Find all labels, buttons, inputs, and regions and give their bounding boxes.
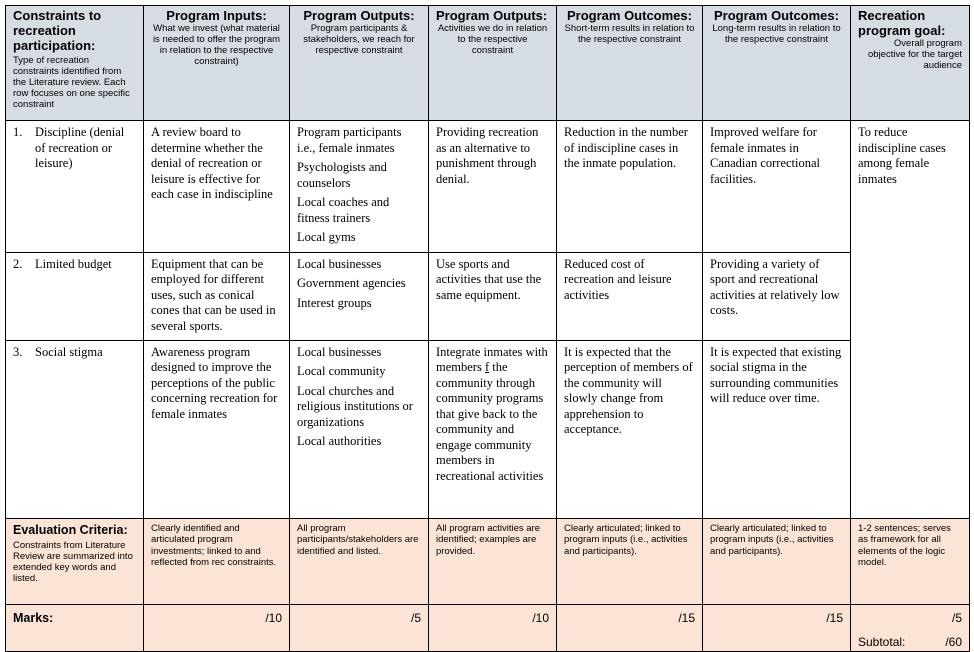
inputs-cell: Awareness program designed to improve the perceptions of the public concerning recreation for female inmates: [144, 340, 290, 518]
header-outputs-participants: [290, 6, 429, 121]
header-goal-sub: Overall program objective for the target audience: [868, 38, 962, 71]
constraint-cell: [6, 252, 144, 340]
row-number: 2.: [13, 256, 23, 271]
participant-item: Local community: [297, 364, 386, 378]
short-term-cell: Reduction in the number of indiscipline cases in the inmate population.: [557, 121, 703, 253]
marks-long-term: /15: [703, 604, 851, 651]
participants-cell: [290, 252, 429, 340]
header-outputs-activities: [429, 6, 557, 121]
participant-item: Interest groups: [297, 295, 372, 310]
subtotal-value: /60: [945, 634, 962, 649]
header-constraints-title: Constraints to recreation participation:: [13, 8, 102, 53]
header-row: [6, 6, 970, 121]
table-row: [6, 252, 970, 340]
long-term-cell: Improved welfare for female inmates in Canadian correctional facilities.: [703, 121, 851, 253]
evaluation-title: Evaluation Criteria:: [13, 522, 128, 537]
evaluation-goal: 1-2 sentences; serves as framework for all elements of the logic model.: [851, 518, 970, 604]
evaluation-row: [6, 518, 970, 604]
header-outcomes-short-sub: Short-term results in relation to the respective constraint: [564, 23, 695, 45]
row-number: 3.: [13, 344, 23, 359]
goal-cell: To reduce indiscipline cases among female inmates: [851, 121, 970, 519]
participant-item: Local businesses: [297, 344, 382, 359]
marks-participants: /5: [290, 604, 429, 651]
activities-cell: Use sports and activities that use the same equipment.: [429, 252, 557, 340]
header-outcomes-short-title: Program Outcomes:: [567, 8, 692, 23]
activities-text-start: Integrate inmates with members: [436, 344, 548, 374]
inputs-cell: A review board to determine whether the denial of recreation or leisure is effective for each case in indiscipline: [144, 121, 290, 253]
header-constraints: [6, 6, 144, 121]
row-number: 1.: [13, 125, 23, 139]
participant-item: Local gyms: [297, 230, 356, 244]
participants-cell: [290, 340, 429, 518]
evaluation-short-term: Clearly articulated; linked to program inputs (i.e., activities and participants).: [557, 518, 703, 604]
marks-activities: /10: [429, 604, 557, 651]
header-outputs-participants-sub: Program participants & stakeholders, we reach for respective constraint: [303, 23, 415, 56]
header-outputs-activities-sub: Activities we do in relation to the respective constraint: [437, 23, 548, 56]
evaluation-inputs: Clearly identified and articulated program investments; linked to and reflected from rec constraints.: [144, 518, 290, 604]
evaluation-long-term: Clearly articulated; linked to program inputs (i.e., activities and participants).: [703, 518, 851, 604]
header-outcomes-short: [557, 6, 703, 121]
participant-item: Government agencies: [297, 276, 406, 290]
activities-cell: [429, 340, 557, 518]
header-inputs-sub: What we invest (what material is needed to offer the program in relation to the respective constraint): [152, 23, 281, 67]
participant-item: Local churches and religious institutions or organizations: [297, 383, 413, 429]
evaluation-label-cell: [6, 518, 144, 604]
header-constraints-sub: Type of recreation constraints identified from the Literature review. Each row focuses on one specific constraint: [13, 55, 130, 110]
marks-row: [6, 604, 970, 651]
inputs-cell: Equipment that can be employed for different uses, such as conical cones that can be used in several sports.: [144, 252, 290, 340]
participant-item: Local businesses: [297, 256, 382, 271]
participant-item: Local authorities: [297, 434, 382, 448]
header-inputs: [144, 6, 290, 121]
participants-cell: [290, 121, 429, 253]
marks-label: Marks:: [6, 604, 144, 651]
header-outputs-activities-title: Program Outputs:: [436, 8, 548, 23]
constraint-cell: [6, 121, 144, 253]
constraint-text: Social stigma: [35, 344, 103, 359]
participant-item: Program participants i.e., female inmates: [297, 125, 402, 155]
header-outcomes-long-title: Program Outcomes:: [714, 8, 839, 23]
short-term-cell: It is expected that the perception of members of the community will slowly change from apprehension to acceptance.: [557, 340, 703, 518]
activities-cell: Providing recreation as an alternative to punishment through denial.: [429, 121, 557, 253]
activities-text-end: the community through community programs that give back to the community and engage community members in recreational activities: [436, 360, 544, 483]
header-inputs-title: Program Inputs:: [166, 8, 267, 23]
evaluation-participants: All program participants/stakeholders are identified and listed.: [290, 518, 429, 604]
table-row: [6, 340, 970, 518]
evaluation-activities: All program activities are identified; examples are provided.: [429, 518, 557, 604]
subtotal: [858, 635, 962, 649]
marks-goal-cell: [851, 604, 970, 651]
participant-item: Local coaches and fitness trainers: [297, 195, 390, 225]
activities-typo-mark: f: [484, 360, 490, 374]
short-term-cell: Reduced cost of recreation and leisure activities: [557, 252, 703, 340]
marks-short-term: /15: [557, 604, 703, 651]
participant-item: Psychologists and counselors: [297, 160, 387, 190]
header-outcomes-long: [703, 6, 851, 121]
constraint-cell: [6, 340, 144, 518]
constraint-text: Discipline (denial of recreation or leisure): [35, 125, 125, 170]
long-term-cell: It is expected that existing social stigma in the surrounding communities will reduce over time.: [703, 340, 851, 518]
logic-model-table: [5, 5, 970, 652]
header-outcomes-long-sub: Long-term results in relation to the respective constraint: [712, 23, 841, 45]
table-row: [6, 121, 970, 253]
logic-model-document: [5, 5, 970, 652]
long-term-cell: Providing a variety of sport and recreational activities at relatively low costs.: [703, 252, 851, 340]
constraint-text: Limited budget: [35, 256, 112, 271]
marks-inputs: /10: [144, 604, 290, 651]
evaluation-sub: Constraints from Literature Review are summarized into extended key words and listed.: [13, 539, 133, 584]
marks-goal: /5: [951, 610, 962, 625]
header-goal-title: Recreation program goal:: [858, 8, 946, 38]
subtotal-label: Subtotal:: [858, 634, 906, 649]
header-goal: [851, 6, 970, 121]
header-outputs-participants-title: Program Outputs:: [303, 8, 415, 23]
